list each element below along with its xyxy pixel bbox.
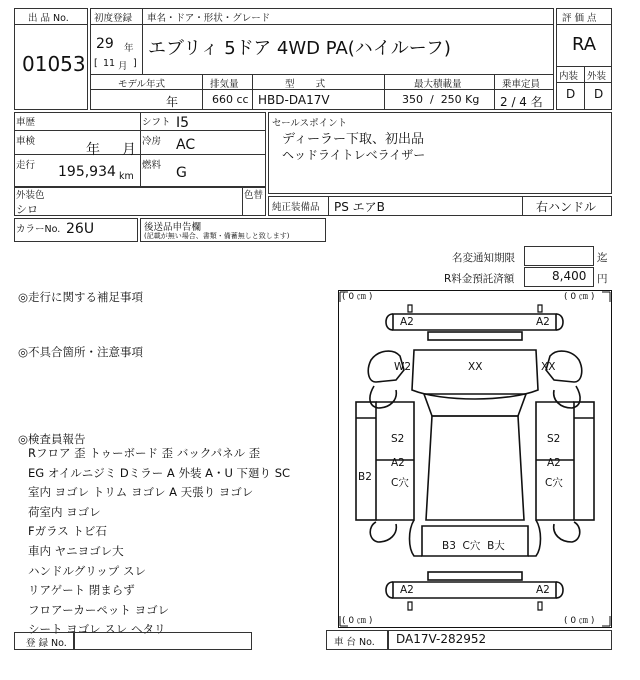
recycle-label: R料金預託済額 <box>444 273 515 285</box>
color-no-label: カラーNo. <box>16 224 61 235</box>
type-label: 型 式 <box>285 79 326 90</box>
mark-a2-left: A2 <box>391 457 405 469</box>
ac-value: AC <box>176 137 196 153</box>
defect-title: ◎不具合箇所・注意事項 <box>18 345 144 359</box>
fuel-value: G <box>176 165 187 181</box>
mark-rear-bumper-left: A2 <box>400 584 414 596</box>
exterior-grade: D <box>594 87 604 101</box>
transfer-label: 名変通知期限 <box>452 252 515 264</box>
mark-s2-left: S2 <box>391 433 405 445</box>
car-name: エブリィ 5ドア 4WD PA(ハイルーフ) <box>148 38 451 59</box>
mark-c-right: C穴 <box>545 477 563 489</box>
shift-label: シフト <box>142 117 171 128</box>
mark-xx-hood: XX <box>468 361 483 373</box>
load-value: 350 / 250 Kg <box>402 93 480 106</box>
displacement-value: 660 cc <box>212 93 249 106</box>
first-reg-month-close: ] <box>133 58 137 69</box>
first-reg-month-open: [ <box>94 58 98 69</box>
corner-brackets <box>340 292 610 626</box>
note-line: リアゲート 閉まらず <box>28 583 135 598</box>
fuel-label: 燃料 <box>142 160 162 171</box>
exterior-label: 外装 <box>587 71 607 82</box>
score-label: 評 価 点 <box>562 13 597 24</box>
mark-a2-right: A2 <box>547 457 561 469</box>
mark-b2: B2 <box>358 471 372 483</box>
front-lamps <box>408 305 542 312</box>
first-reg-month: 11 <box>103 58 116 69</box>
model-year-label: モデル年式 <box>118 79 166 90</box>
front-bumper-left-end <box>386 314 393 330</box>
score-value: RA <box>572 34 597 55</box>
front-bumper-right-end <box>556 314 563 330</box>
driving-title: ◎走行に関する補足事項 <box>18 290 144 304</box>
mark-rear-panel: B3 C穴 B大 <box>442 540 505 552</box>
damage-diagram <box>338 290 612 628</box>
month-unit: 月 <box>118 61 128 72</box>
recycle-value: 8,400 <box>552 269 587 283</box>
type-value: HBD-DA17V <box>258 93 330 107</box>
corner-tl: ( 0 ㎝ ) <box>342 292 373 302</box>
note-line: Rフロア 歪 トゥーボード 歪 バックパネル 歪 <box>28 446 261 460</box>
ext-color-box <box>14 186 266 216</box>
rear-bumper-left-end <box>386 582 393 598</box>
inspection-label: 車検 <box>16 136 36 147</box>
mark-s2-right: S2 <box>547 433 561 445</box>
aftermarket-note: (記載が無い場合、書類・備蓄無しと致します) <box>144 232 290 240</box>
lot-number: 01053 <box>22 52 86 76</box>
mark-c-left: C穴 <box>391 477 409 489</box>
year-unit: 年 <box>124 43 134 54</box>
inspection-month-unit: 月 <box>122 142 136 158</box>
ext-color-label: 外装色 <box>16 190 45 201</box>
first-reg-label: 初度登録 <box>94 13 133 24</box>
handle-value: 右ハンドル <box>536 200 597 214</box>
model-year-unit: 年 <box>166 95 179 109</box>
sales-point-line2: ヘッドライトレベライザー <box>282 148 426 162</box>
interior-grade: D <box>566 87 576 101</box>
body-right-outer <box>574 402 594 520</box>
rear-garnish <box>428 572 522 580</box>
ac-label: 冷房 <box>142 136 162 147</box>
inspection-year-unit: 年 <box>86 142 100 158</box>
equipment-label: 純正装備品 <box>272 202 320 213</box>
mileage-unit: km <box>119 171 134 182</box>
mileage-value: 195,934 <box>58 164 116 180</box>
color-no-value: 26U <box>66 221 95 237</box>
note-line: ハンドルグリップ スレ <box>28 563 146 578</box>
mark-xx-right: XX <box>541 361 556 373</box>
capacity-label: 乗車定員 <box>502 79 541 90</box>
diagram-frame <box>339 291 612 628</box>
transfer-unit: 迄 <box>597 252 608 264</box>
color-change-label: 色替 <box>244 190 264 201</box>
mark-front-bumper-left: A2 <box>400 316 414 328</box>
shift-value: I5 <box>176 115 190 131</box>
ext-color-value: シロ <box>16 203 38 216</box>
rear-wheel-left <box>370 522 396 542</box>
front-grille <box>428 332 522 340</box>
inspector-notes <box>28 444 290 640</box>
reg-value-box <box>74 632 252 650</box>
corner-bl: ( 0 ㎝ ) <box>342 616 373 626</box>
front-wheel-left <box>370 386 396 408</box>
front-bumper <box>393 314 556 330</box>
capacity-value: 2 / 4 名 <box>500 95 543 109</box>
note-line: EG オイルニジミ Dミラー A 外装 A・U 下廻り SC <box>28 465 291 480</box>
car-name-label: 車名・ドア・形状・グレード <box>147 13 271 24</box>
hood <box>412 350 538 399</box>
note-line: シート ヨゴレ スレ ヘタリ <box>28 622 166 637</box>
body-left-outer <box>356 402 376 520</box>
rear-bumper-right-end <box>556 582 563 598</box>
roof <box>426 416 524 520</box>
sales-point-label: セールスポイント <box>272 118 348 129</box>
front-wheel-right <box>554 386 580 408</box>
note-line: 室内 ヨゴレ トリム ヨゴレ A 天張り ヨゴレ <box>28 485 254 500</box>
mark-rear-bumper-right: A2 <box>536 584 550 596</box>
note-line: フロアーカーペット ヨゴレ <box>28 602 170 617</box>
chassis-value: DA17V-282952 <box>396 632 487 646</box>
history-label: 車歴 <box>16 117 36 128</box>
mark-front-bumper-right: A2 <box>536 316 550 328</box>
corner-tr: ( 0 ㎝ ) <box>564 292 595 302</box>
mileage-label: 走行 <box>16 160 36 171</box>
rear-wheel-right <box>554 522 580 542</box>
chassis-label: 車 台 No. <box>334 637 375 648</box>
note-line: 荷室内 ヨゴレ <box>28 504 101 519</box>
first-reg-year: 29 <box>96 36 114 52</box>
mark-w2: W2 <box>394 361 412 373</box>
recycle-unit: 円 <box>597 273 608 285</box>
rear-lamps <box>408 602 542 610</box>
rear-bumper <box>393 582 556 598</box>
corner-br: ( 0 ㎝ ) <box>564 616 595 626</box>
interior-label: 内装 <box>559 71 579 82</box>
equipment-value: PS エアB <box>334 200 385 214</box>
note-line: Fガラス トビ石 <box>28 524 107 539</box>
load-label: 最大積載量 <box>414 79 462 90</box>
note-line: 車内 ヤニヨゴレ大 <box>28 543 124 558</box>
inspector-title: ◎検査員報告 <box>18 432 86 446</box>
displacement-label: 排気量 <box>210 79 239 90</box>
aftermarket-label: 後送品申告欄 <box>144 222 202 233</box>
sales-point-line1: ディーラー下取、初出品 <box>282 132 424 147</box>
transfer-box <box>524 246 594 266</box>
reg-label: 登 録 No. <box>26 638 67 649</box>
lot-label: 出 品 No. <box>28 13 69 24</box>
